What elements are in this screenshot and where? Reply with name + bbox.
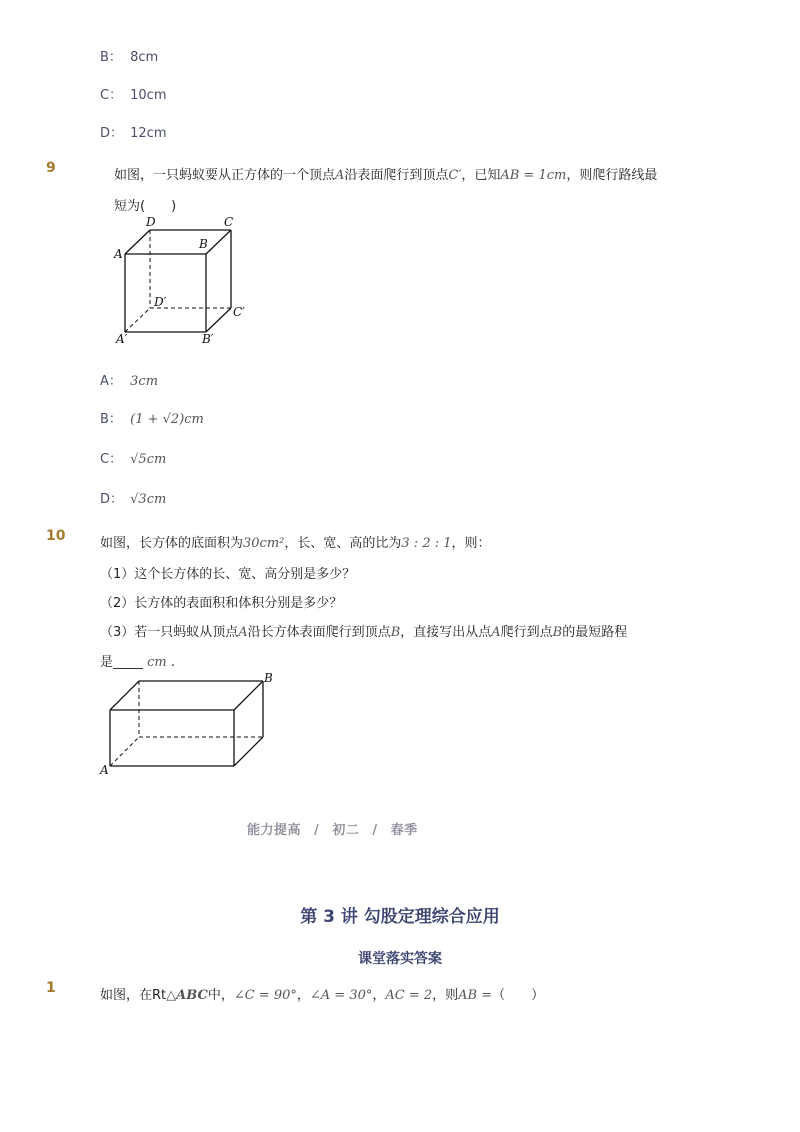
option-value: √5cm xyxy=(130,452,167,467)
option-value: 10cm xyxy=(130,88,167,103)
footer-term: 春季 xyxy=(390,823,418,838)
question-number: 10 xyxy=(46,528,66,544)
condition-angle-c: ∠C = 90° xyxy=(233,988,297,1003)
stem-text: ， xyxy=(296,988,310,1003)
target-side-ab: AB = xyxy=(458,988,493,1003)
q10-sub-question-3 xyxy=(100,621,627,640)
given-condition: AB = 1cm xyxy=(500,168,567,183)
vertex-label-a: A xyxy=(100,763,109,777)
condition-angle-a: ∠A = 30° xyxy=(309,988,373,1003)
q9-option-b xyxy=(100,408,204,427)
stem-text: ，已知 xyxy=(461,168,501,183)
option-label: C： xyxy=(100,88,123,103)
option-label: B： xyxy=(100,412,122,427)
triangle-name: △ABC xyxy=(166,988,208,1003)
vertex-label-d-prime: D′ xyxy=(154,295,167,309)
stem-text: ， xyxy=(372,988,386,1003)
q10-sub-question-1: （1）这个长方体的长、宽、高分别是多少？ xyxy=(100,567,356,582)
option-value: (1 + √2)cm xyxy=(130,412,204,427)
q10-sub-question-2: （2）长方体的表面积和体积分别是多少？ xyxy=(100,596,343,611)
q9-option-a xyxy=(100,370,158,389)
condition-side-ac: AC = 2 xyxy=(385,988,433,1003)
var-a: A xyxy=(491,625,501,640)
q8-option-d xyxy=(100,122,167,141)
option-value: 3cm xyxy=(130,374,159,389)
vertex-label-a-prime: A′ xyxy=(116,332,128,346)
q9-cube-figure xyxy=(110,212,260,347)
question-number: 9 xyxy=(46,160,56,176)
q10-cuboid-figure xyxy=(96,672,286,778)
q9-stem-line1 xyxy=(114,164,657,183)
stem-text: 的最短路程 xyxy=(562,625,628,640)
stem-text: 是 xyxy=(100,655,114,670)
vertex-label-c-prime: C′ xyxy=(233,305,245,319)
option-label: D： xyxy=(100,492,124,507)
footer-course: 能力提高 xyxy=(247,823,302,838)
vertex-label-b: B xyxy=(199,237,208,251)
q8-option-c xyxy=(100,84,167,103)
var-b: B xyxy=(390,625,401,640)
stem-text: 如图，一只蚂蚁要从正方体的一个顶点 xyxy=(114,168,336,183)
footer-separator: / xyxy=(372,823,378,838)
stem-text: . xyxy=(170,655,176,670)
var-a: A xyxy=(238,625,248,640)
a1-stem xyxy=(100,984,544,1003)
q9-stem-line2: 短为( ) xyxy=(114,199,177,214)
question-number: 1 xyxy=(46,980,56,996)
vertex-label-a: A xyxy=(114,247,123,261)
answer-bracket: （ ） xyxy=(492,988,545,1003)
q10-sub-question-3-line2 xyxy=(100,651,175,670)
stem-text: 如图，在Rt xyxy=(100,988,167,1003)
stem-text: 沿长方体表面爬行到顶点 xyxy=(247,625,391,640)
var-c-prime: C′ xyxy=(448,168,462,183)
vertex-label-c: C xyxy=(224,215,234,229)
vertex-label-d: D xyxy=(146,215,156,229)
q9-option-d xyxy=(100,488,166,507)
q10-stem xyxy=(100,532,491,551)
var-a: A xyxy=(335,168,345,183)
stem-text: ，长、宽、高的比为 xyxy=(284,536,402,551)
stem-text: ，则 xyxy=(432,988,459,1003)
stem-text: ，则爬行路线最 xyxy=(566,168,658,183)
option-label: D： xyxy=(100,126,124,141)
stem-text: ，则： xyxy=(451,536,491,551)
page-footer-breadcrumb xyxy=(247,819,418,838)
unit: cm xyxy=(147,655,167,670)
vertex-label-b-prime: B′ xyxy=(202,332,214,346)
footer-separator: / xyxy=(314,823,320,838)
option-label: B： xyxy=(100,50,122,65)
section-subtitle: 课堂落实答案 xyxy=(358,951,442,967)
footer-grade: 初二 xyxy=(332,823,360,838)
option-value: 12cm xyxy=(130,126,167,141)
var-b: B xyxy=(552,625,563,640)
answer-blank[interactable] xyxy=(113,656,143,669)
option-label: A： xyxy=(100,374,122,389)
base-area: 30cm² xyxy=(243,536,285,551)
stem-text: 爬行到点 xyxy=(500,625,553,640)
vertex-label-b: B xyxy=(264,672,273,685)
ratio: 3 : 2 : 1 xyxy=(401,536,452,551)
stem-text: （3）若一只蚂蚁从顶点 xyxy=(100,625,239,640)
q9-option-c xyxy=(100,448,166,467)
stem-text: ，直接写出从点 xyxy=(400,625,492,640)
section-title: 第 3 讲 勾股定理综合应用 xyxy=(300,907,500,927)
option-label: C： xyxy=(100,452,123,467)
option-value: 8cm xyxy=(130,50,159,65)
stem-text: 如图，长方体的底面积为 xyxy=(100,536,244,551)
stem-text: 沿表面爬行到顶点 xyxy=(344,168,449,183)
stem-text: 中， xyxy=(207,988,234,1003)
option-value: √3cm xyxy=(130,492,167,507)
q8-option-b xyxy=(100,46,158,65)
